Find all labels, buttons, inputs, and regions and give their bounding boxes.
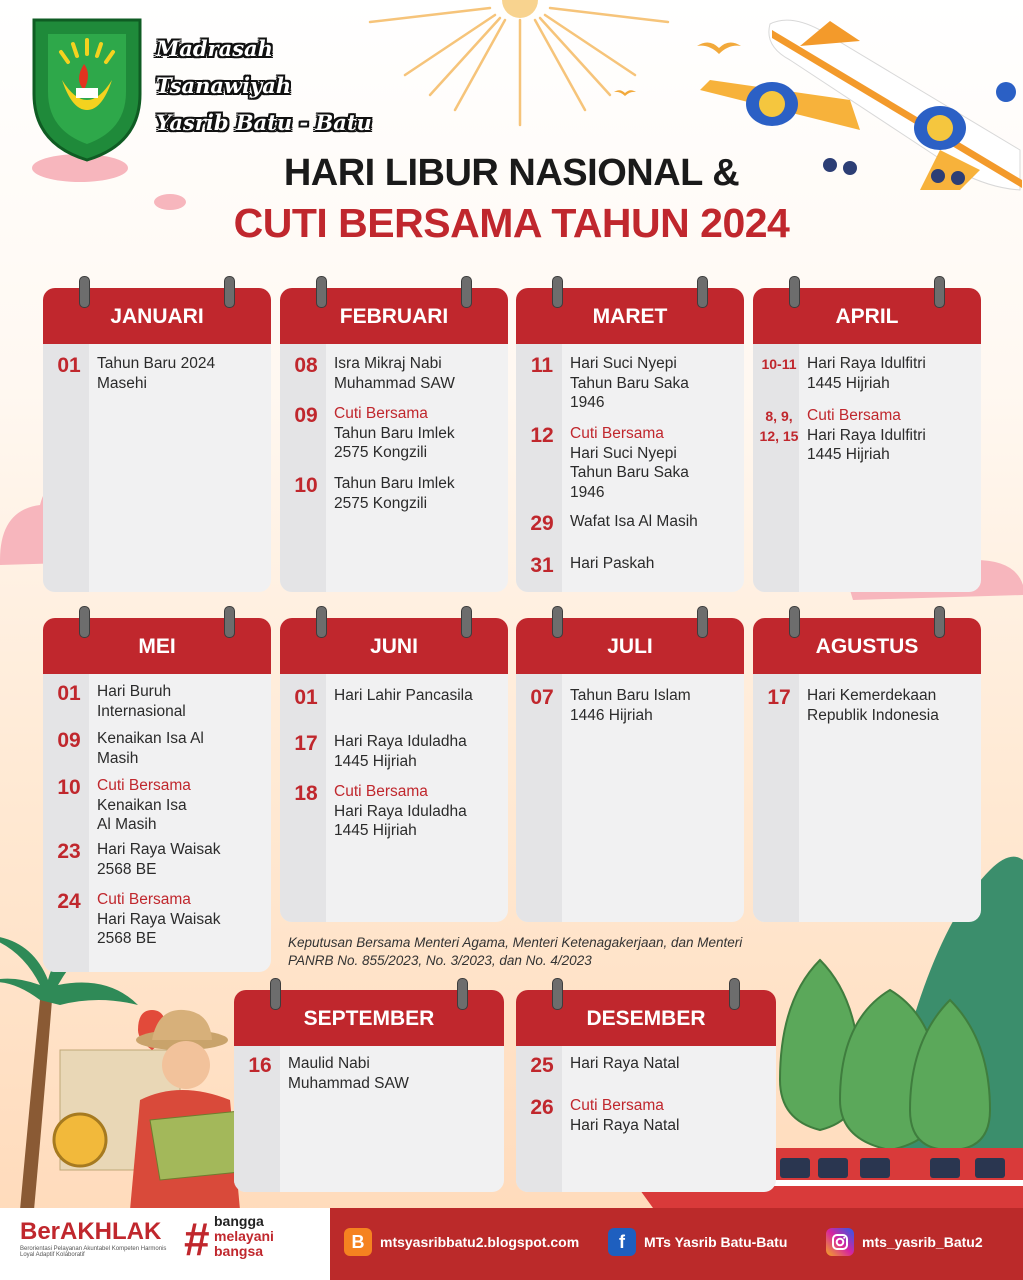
month-header: [43, 618, 271, 674]
holiday-text-line: Hari Suci Nyepi: [570, 444, 677, 462]
holiday-text-line: Masehi: [97, 374, 147, 392]
holiday-date: 08: [294, 354, 318, 377]
holiday-text-line: Wafat Isa Al Masih: [570, 513, 698, 530]
berakhlak-logo: BerAKHLAK: [20, 1218, 162, 1245]
holiday-description: [570, 424, 738, 502]
holiday-text-line: Kenaikan Isa: [97, 796, 187, 814]
holiday-description: [334, 686, 502, 706]
holiday-description: [97, 729, 265, 768]
binder-ring-icon: [934, 276, 945, 308]
holiday-text-line: 1445 Hijriah: [807, 446, 890, 463]
holiday-text-line: Tahun Baru Saka: [570, 464, 689, 481]
holiday-text-line: Maulid Nabi: [288, 1055, 370, 1072]
holiday-text-line: Internasional: [97, 702, 186, 720]
school-name-line: Madrasah: [156, 36, 273, 61]
month-name: MARET: [592, 305, 668, 328]
page-title: HARI LIBUR NASIONAL &: [283, 152, 740, 194]
facebook-icon: f: [608, 1228, 636, 1256]
holiday-text-line: 1446 Hijriah: [570, 706, 653, 724]
month-name: DESEMBER: [586, 1007, 706, 1030]
facebook-name: MTs Yasrib Batu-Batu: [644, 1234, 788, 1250]
holiday-date: 31: [530, 554, 554, 577]
binder-ring-icon: [316, 606, 327, 638]
bangga-word: bangga: [214, 1213, 264, 1229]
holiday-description: [97, 682, 265, 721]
holiday-text-line: Hari Suci Nyepi: [570, 355, 677, 372]
school-name-line: Yasrib Batu - Batu: [156, 110, 372, 135]
blog-link[interactable]: [344, 1228, 579, 1256]
cuti-bersama-label: Cuti Bersama: [570, 1097, 664, 1114]
cuti-bersama-label: Cuti Bersama: [334, 783, 428, 800]
binder-ring-icon: [552, 276, 563, 308]
holiday-text-line: Hari Paskah: [570, 555, 655, 572]
instagram-link[interactable]: [826, 1228, 983, 1256]
holiday-text-line: Muhammad SAW: [334, 374, 455, 392]
month-card-agustus: [753, 618, 981, 922]
holiday-text-line: Hari Raya Natal: [570, 1055, 680, 1072]
date-column: [280, 344, 326, 592]
holiday-text-line: 1445 Hijriah: [334, 752, 417, 770]
holiday-text-line: 1946: [570, 483, 605, 501]
instagram-handle: mts_yasrib_Batu2: [862, 1234, 983, 1250]
month-body: [234, 1046, 504, 1192]
holiday-text-line: Hari Raya Waisak: [97, 841, 221, 858]
holiday-date: 10: [294, 474, 318, 497]
cuti-bersama-label: Cuti Bersama: [97, 777, 191, 794]
binder-ring-icon: [552, 978, 563, 1010]
holiday-date: 29: [530, 512, 554, 535]
holiday-text-line: Hari Raya Waisak: [97, 910, 221, 928]
holiday-description: [334, 782, 502, 841]
binder-ring-icon: [457, 978, 468, 1010]
binder-ring-icon: [697, 606, 708, 638]
month-card-juli: [516, 618, 744, 922]
cuti-bersama-label: Cuti Bersama: [334, 405, 428, 422]
month-body: [516, 344, 744, 592]
month-header: [280, 618, 508, 674]
holiday-text-line: 2575 Kongzili: [334, 494, 428, 512]
holiday-description: [97, 890, 265, 949]
holiday-description: [334, 404, 502, 463]
month-name: JANUARI: [110, 305, 204, 328]
holiday-description: [570, 1054, 770, 1074]
holiday-text-line: 2568 BE: [97, 860, 157, 878]
instagram-icon: [826, 1228, 854, 1256]
holiday-description: [334, 732, 502, 771]
month-card-september: [234, 990, 504, 1192]
hashtag-icon: #: [184, 1213, 210, 1265]
melayani-word: melayani: [214, 1228, 274, 1244]
holiday-text-line: Hari Buruh: [97, 683, 172, 700]
month-card-maret: [516, 288, 744, 592]
holiday-text-line: Isra Mikraj Nabi: [334, 355, 442, 372]
holiday-date: 01: [57, 682, 81, 705]
date-column: [43, 674, 89, 972]
month-name: SEPTEMBER: [303, 1007, 435, 1030]
holiday-description: [288, 1054, 498, 1093]
holiday-description: [570, 512, 738, 532]
cuti-bersama-label: Cuti Bersama: [807, 407, 901, 424]
holiday-description: [807, 686, 975, 725]
binder-ring-icon: [697, 276, 708, 308]
holiday-date: 25: [530, 1054, 554, 1077]
holiday-description: [97, 776, 265, 835]
date-column: [753, 344, 799, 592]
binder-ring-icon: [316, 276, 327, 308]
month-header: [516, 618, 744, 674]
holiday-description: [570, 354, 738, 413]
binder-ring-icon: [934, 606, 945, 638]
decree-note: Keputusan Bersama Menteri Agama, Menteri Ketenagakerjaan, dan Menteri PANRB No. 855/2023, No. 3/2023, dan No. 4/2023: [288, 935, 743, 968]
holiday-date: 26: [530, 1096, 554, 1119]
month-body: [516, 674, 744, 922]
holiday-text-line: Hari Kemerdekaan: [807, 687, 937, 704]
school-logo: [28, 14, 146, 164]
holiday-date: 17: [294, 732, 318, 755]
bangga-text: [214, 1214, 274, 1259]
bangsa-word: bangsa: [214, 1243, 264, 1259]
month-card-juni: [280, 618, 508, 922]
month-header: [516, 288, 744, 344]
month-body: [43, 344, 271, 592]
month-body: [280, 344, 508, 592]
holiday-description: [97, 354, 265, 393]
holiday-description: [807, 354, 975, 393]
page-subtitle: CUTI BERSAMA TAHUN 2024: [233, 200, 790, 246]
binder-ring-icon: [729, 978, 740, 1010]
month-card-februari: [280, 288, 508, 592]
holiday-text-line: Kenaikan Isa Al: [97, 730, 204, 747]
holiday-date: 24: [57, 890, 81, 913]
holiday-date: 09: [57, 729, 81, 752]
holiday-date: 07: [530, 686, 554, 709]
month-card-januari: [43, 288, 271, 592]
month-body: [753, 674, 981, 922]
bangga-melayani-logo: [184, 1212, 280, 1266]
month-header: [753, 288, 981, 344]
school-name: [156, 30, 372, 141]
binder-ring-icon: [224, 606, 235, 638]
holiday-text-line: Hari Lahir Pancasila: [334, 687, 473, 704]
month-name: MEI: [138, 635, 176, 658]
holiday-text-line: 1445 Hijriah: [807, 374, 890, 392]
holiday-description: [334, 474, 502, 513]
binder-ring-icon: [789, 606, 800, 638]
berakhlak-tagline: Berorientasi Pelayanan Akuntabel Kompeten Harmonis Loyal Adaptif Kolaboratif: [20, 1246, 167, 1258]
binder-ring-icon: [224, 276, 235, 308]
month-name: JULI: [607, 635, 653, 658]
month-name: APRIL: [835, 305, 899, 328]
binder-ring-icon: [552, 606, 563, 638]
holiday-date: 10-11: [761, 356, 797, 372]
holiday-text-line: 1445 Hijriah: [334, 822, 417, 839]
sun-rays-icon: [370, 8, 668, 125]
cuti-bersama-label: Cuti Bersama: [570, 425, 664, 442]
month-header: [280, 288, 508, 344]
holiday-text-line: 2568 BE: [97, 930, 157, 947]
month-header: [43, 288, 271, 344]
month-body: [516, 1046, 776, 1192]
date-column: [516, 674, 562, 922]
month-name: AGUSTUS: [815, 635, 919, 658]
facebook-link[interactable]: [608, 1228, 787, 1256]
traveler-illustration: [54, 1010, 260, 1210]
holiday-text-line: Hari Raya Natal: [570, 1116, 680, 1134]
holiday-date: 10: [57, 776, 81, 799]
month-body: [753, 344, 981, 592]
holiday-description: [570, 554, 738, 574]
month-name: JUNI: [370, 635, 418, 658]
binder-ring-icon: [461, 606, 472, 638]
month-header: [753, 618, 981, 674]
month-header: [234, 990, 504, 1046]
holiday-text-line: 1946: [570, 394, 605, 411]
blog-url: mtsyasribbatu2.blogspot.com: [380, 1234, 580, 1250]
holiday-description: [807, 406, 975, 465]
holiday-text-line: Al Masih: [97, 816, 157, 833]
holiday-text-line: Republik Indonesia: [807, 706, 939, 724]
holiday-date: 01: [294, 686, 318, 709]
month-body: [43, 674, 271, 972]
binder-ring-icon: [270, 978, 281, 1010]
blogger-icon: B: [344, 1228, 372, 1256]
holiday-text-line: Hari Raya Idulfitri: [807, 426, 926, 444]
month-body: [280, 674, 508, 922]
holiday-date: 12: [530, 424, 554, 447]
holiday-text-line: Hari Raya Iduladha: [334, 802, 467, 820]
holiday-date: 17: [767, 686, 791, 709]
binder-ring-icon: [461, 276, 472, 308]
holiday-description: [334, 354, 502, 393]
binder-ring-icon: [79, 276, 90, 308]
holiday-description: [570, 686, 738, 725]
holiday-text-line: Tahun Baru 2024: [97, 355, 216, 372]
holiday-date: 23: [57, 840, 81, 863]
binder-ring-icon: [79, 606, 90, 638]
binder-ring-icon: [789, 276, 800, 308]
cuti-bersama-label: Cuti Bersama: [97, 891, 191, 908]
holiday-text-line: Muhammad SAW: [288, 1074, 409, 1092]
holiday-text-line: Tahun Baru Imlek: [334, 424, 455, 442]
holiday-text-line: Tahun Baru Imlek: [334, 475, 455, 492]
holiday-description: [97, 840, 265, 879]
holiday-date: 09: [294, 404, 318, 427]
holiday-date: 11: [530, 354, 554, 377]
holiday-date: 16: [248, 1054, 272, 1077]
month-header: [516, 990, 776, 1046]
holiday-date: 01: [57, 354, 81, 377]
month-card-mei: [43, 618, 271, 972]
month-card-desember: [516, 990, 776, 1192]
holiday-text-line: Masih: [97, 749, 139, 767]
holiday-text-line: 2575 Kongzili: [334, 444, 428, 461]
holiday-text-line: Hari Raya Iduladha: [334, 733, 467, 750]
school-name-line: Tsanawiyah: [156, 73, 292, 98]
date-column: [753, 674, 799, 922]
holiday-text-line: Hari Raya Idulfitri: [807, 355, 926, 372]
holiday-description: [570, 1096, 770, 1135]
holiday-text-line: Tahun Baru Saka: [570, 374, 689, 392]
month-card-april: [753, 288, 981, 592]
holiday-date: 18: [294, 782, 318, 805]
month-name: FEBRUARI: [339, 305, 449, 328]
holiday-date: 8, 9, 12, 15: [759, 408, 799, 444]
holiday-text-line: Tahun Baru Islam: [570, 687, 691, 704]
date-column: [43, 344, 89, 592]
